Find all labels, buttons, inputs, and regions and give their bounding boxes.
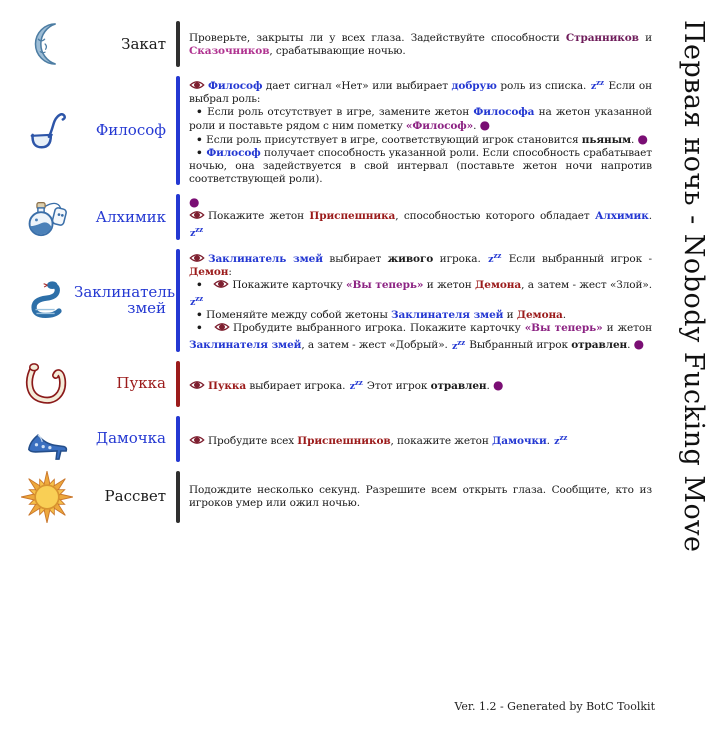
sleep-icon: $z^{zz}$	[452, 337, 466, 352]
bullet-marker: •	[196, 147, 207, 160]
body-text: , срабатывающие ночью.	[269, 44, 406, 57]
body-text: , способностью которого обладает	[395, 209, 595, 222]
sleep-icon: $z^{zz}$	[590, 78, 604, 93]
body-text: и	[638, 31, 652, 44]
bullet-marker: •	[196, 134, 207, 147]
night-reminder-dot-icon: ●	[189, 194, 200, 209]
moon-icon	[20, 20, 74, 68]
night-reminder-dot-icon: ●	[633, 337, 644, 352]
instruction-paragraph	[189, 484, 652, 510]
night-row-snake-charmer	[20, 248, 652, 352]
highlight-text: отравлен	[571, 339, 628, 352]
instructions-snake-charmer	[180, 248, 652, 352]
night-row-damsel	[20, 415, 652, 463]
body-text: Проверьте, закрыты ли у всех глаза. Задействуйте способности	[189, 31, 566, 44]
highlight-text: Приспешников	[297, 434, 391, 447]
highlight-text: пьяным	[581, 134, 632, 147]
sleep-icon: $z^{zz}$	[190, 224, 204, 239]
instruction-paragraph	[189, 106, 652, 133]
body-text: .	[546, 434, 554, 447]
pipe-icon	[20, 107, 74, 155]
instruction-paragraph	[189, 431, 652, 448]
instructions-dusk	[180, 31, 652, 58]
highlight-text: Пукка	[208, 379, 247, 392]
body-text: :	[228, 266, 232, 279]
night-row-alchemist	[20, 193, 652, 241]
instructions-alchemist	[180, 195, 652, 240]
instructions-pukka	[180, 375, 652, 393]
night-reminder-dot-icon: ●	[637, 132, 648, 147]
page-title: Первая ночь - Nobody Fucking Move	[678, 20, 709, 553]
pukka-snake-icon	[20, 360, 74, 408]
highlight-text: живого	[387, 253, 434, 266]
body-text: , а затем - жест «Злой».	[521, 279, 652, 292]
highlight-text: Приспешника	[309, 209, 396, 222]
instruction-paragraph	[189, 210, 652, 240]
highlight-text: Заклинателя змей	[189, 339, 302, 352]
highlight-text: Философа	[473, 106, 535, 119]
body-text: на жетон указанной роли и поставьте рядом с ним пометку	[189, 106, 652, 133]
body-text: .	[631, 134, 638, 147]
footer-credit: Ver. 1.2 - Generated by BotC Toolkit	[454, 700, 655, 713]
flask-icon	[20, 193, 74, 241]
highlight-text: «Вы теперь»	[346, 279, 424, 292]
eye-icon	[206, 279, 229, 292]
body-text: выбирает игрока.	[246, 379, 349, 392]
night-row-dusk	[20, 20, 652, 68]
role-label-pukka: Пукка	[116, 374, 166, 393]
instruction-paragraph	[189, 32, 652, 58]
body-text: дает сигнал «Нет» или выбирает	[262, 80, 452, 93]
highlight-text: Алхимик	[594, 209, 649, 222]
snake-icon	[20, 276, 74, 324]
body-text: роль из списка.	[496, 80, 590, 93]
instruction-paragraph	[189, 279, 652, 309]
body-text: Покажите жетон	[208, 209, 310, 222]
highlight-text: Заклинателя змей	[391, 309, 504, 322]
instruction-paragraph	[189, 147, 652, 186]
bullet-marker: •	[196, 309, 207, 322]
role-label-damsel: Дамочка	[95, 429, 166, 448]
instruction-paragraph	[189, 309, 652, 322]
highlight-text: Демона	[475, 279, 522, 292]
body-text: Пробудите всех	[208, 434, 298, 447]
shoe-icon	[20, 415, 74, 463]
instruction-paragraph	[189, 76, 652, 106]
body-text: Поменяйте между собой жетоны	[206, 309, 392, 322]
instruction-paragraph	[189, 249, 652, 279]
body-text: Этот игрок	[363, 379, 431, 392]
role-label-dusk: Закат	[121, 34, 166, 53]
body-text: выбирает	[322, 253, 388, 266]
instruction-paragraph	[189, 133, 652, 147]
highlight-text: Демон	[189, 266, 229, 279]
role-label-philosopher: Философ	[95, 121, 166, 140]
eye-icon	[189, 380, 205, 393]
highlight-text: отравлен	[430, 379, 487, 392]
instructions-damsel	[180, 430, 652, 448]
bullet-marker: •	[196, 279, 207, 292]
night-row-pukka	[20, 360, 652, 408]
body-text: .	[473, 120, 480, 133]
sleep-icon: $z^{zz}$	[554, 432, 568, 447]
night-reminder-dot-icon: ●	[493, 377, 504, 392]
instruction-paragraph	[189, 376, 652, 393]
highlight-text: Заклинатель змей	[208, 253, 323, 266]
body-text: получает способность указанной роли. Если способность срабатывает ночью, она задействуется в свой интервал (поставьте жетон ночи напротив соответствующей роли).	[189, 147, 652, 186]
night-row-dawn	[20, 470, 652, 524]
instruction-paragraph	[189, 322, 652, 352]
eye-icon	[189, 80, 205, 93]
instructions-dawn	[180, 483, 652, 510]
body-text: Подождите несколько секунд. Разрешите всем открыть глаза. Сообщите, кто из игроков умер или ожил ночью.	[189, 484, 652, 510]
body-text: , а затем - жест «Добрый».	[301, 339, 451, 352]
eye-icon	[189, 253, 205, 266]
body-text: Покажите карточку	[232, 279, 346, 292]
highlight-text: Философ	[208, 80, 263, 93]
body-text: игрока.	[433, 253, 488, 266]
body-text: .	[486, 379, 493, 392]
sun-icon	[20, 470, 74, 524]
role-label-snake-charmer: Заклинатель змей	[74, 282, 176, 318]
sleep-icon: $z^{zz}$	[488, 251, 502, 266]
body-text: .	[627, 339, 634, 352]
instructions-philosopher	[180, 75, 652, 186]
sleep-icon: $z^{zz}$	[190, 294, 204, 309]
body-text: и жетон	[423, 279, 476, 292]
highlight-text: Дамочки	[492, 434, 547, 447]
highlight-text: Философ	[206, 147, 261, 160]
body-text: Если роль отсутствует в игре, замените жетон	[207, 106, 474, 119]
body-text: , покажите жетон	[390, 434, 493, 447]
body-text: Если роль присутствует в игре, соответствующий игрок становится	[206, 134, 582, 147]
highlight-text: «Вы теперь»	[524, 322, 603, 335]
highlight-text: «Философ»	[405, 120, 474, 133]
eye-icon	[207, 322, 230, 335]
highlight-text: добрую	[451, 80, 497, 93]
night-reminder-dot-icon: ●	[479, 118, 490, 133]
bullet-marker: •	[196, 322, 207, 335]
body-text: Пробудите выбранного игрока. Покажите карточку	[232, 322, 525, 335]
night-row-philosopher	[20, 75, 652, 186]
highlight-text: Странников	[565, 31, 639, 44]
body-text: и жетон	[602, 322, 652, 335]
sleep-icon: $z^{zz}$	[349, 377, 363, 392]
eye-icon	[189, 210, 205, 223]
body-text: Если выбранный игрок -	[502, 253, 652, 266]
eye-icon	[189, 435, 205, 448]
highlight-text: Сказочников	[189, 44, 270, 57]
body-text: .	[648, 209, 652, 222]
body-text: и	[503, 309, 517, 322]
body-text: Выбранный игрок	[466, 339, 572, 352]
night-order-list	[20, 20, 652, 531]
body-text: .	[562, 309, 567, 322]
instruction-paragraph	[189, 196, 652, 210]
bullet-marker: •	[196, 106, 208, 119]
role-label-dawn: Рассвет	[104, 487, 166, 506]
role-label-alchemist: Алхимик	[95, 207, 166, 226]
highlight-text: Демона	[516, 309, 563, 322]
body-text: Если он выбрал роль:	[189, 80, 652, 106]
